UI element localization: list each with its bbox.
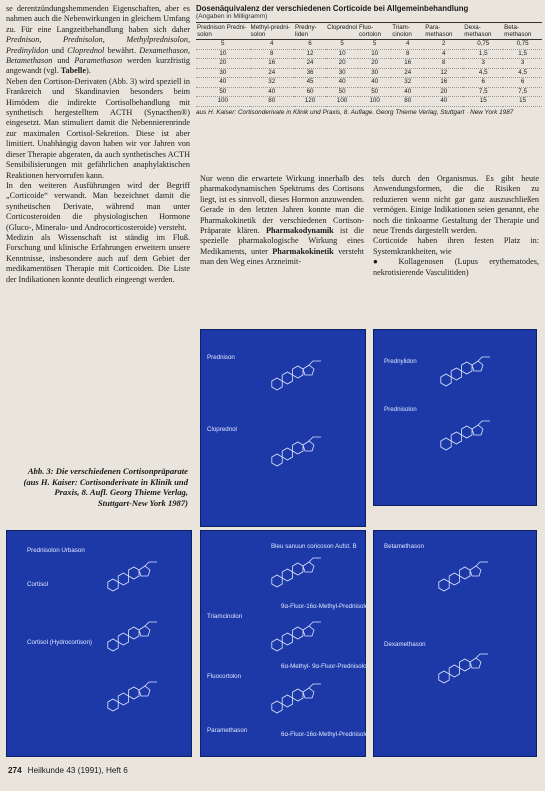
bullet-item: ● Kollagenosen (Lupus erythematodes, nekrotisierende Vasculitiden) — [373, 257, 539, 277]
structure-panel-a — [200, 329, 366, 527]
table-cell: 30 — [326, 68, 358, 78]
table-cell: 80 — [250, 97, 294, 107]
table-cell: 30 — [358, 68, 391, 78]
table-cell: 100 — [358, 97, 391, 107]
table-cell: 50 — [196, 87, 250, 97]
table-cell: 8 — [250, 49, 294, 59]
table-header-cell: Triam-cinolon — [391, 23, 424, 40]
table-cell: 36 — [294, 68, 326, 78]
table-row — [196, 68, 542, 78]
table-cell: 24 — [294, 59, 326, 69]
structure-label: Prednisolon — [384, 406, 417, 413]
structure-label: 6α-Fluor-16α-Methyl-Prednisolon — [281, 731, 372, 738]
table-cell: 10 — [196, 49, 250, 59]
table-cell: 15 — [463, 97, 503, 107]
table-cell: 15 — [503, 97, 542, 107]
table-header-cell: Cloprednol — [326, 23, 358, 40]
structure-label: Betamethason — [384, 543, 424, 550]
table-cell: 5 — [358, 40, 391, 50]
table-row — [196, 97, 542, 107]
table-header-cell: Fluo-cortolon — [358, 23, 391, 40]
steroid-structure-icon — [434, 561, 494, 597]
structure-label: Cloprednol — [207, 426, 237, 433]
steroid-structure-icon — [267, 436, 327, 472]
table-cell: 50 — [326, 87, 358, 97]
table-cell: 80 — [391, 97, 424, 107]
table-cell: 4 — [424, 49, 463, 59]
steroid-structure-icon — [103, 561, 163, 597]
table-cell: 16 — [391, 59, 424, 69]
table-cell: 24 — [391, 68, 424, 78]
left-text-column — [6, 4, 190, 285]
structure-label: Cortisol (Hydrocortison) — [27, 639, 92, 646]
table-cell: 7,5 — [503, 87, 542, 97]
table-header-cell: Para-methason — [424, 23, 463, 40]
table-grid — [196, 22, 542, 107]
steroid-structure-icon — [267, 621, 327, 657]
figure-caption: Abb. 3: Die verschiedenen Cortisonpräparate (aus H. Kaiser: Cortisonderivate in Klinik und Praxis, 8. Aufl. Georg Thieme Verlag, Stuttgart-New York 1987) — [23, 466, 188, 508]
table-reference: Tabelle — [60, 66, 86, 76]
table-cell: 8 — [424, 59, 463, 69]
table-cell: 3 — [463, 59, 503, 69]
table-cell: 6 — [294, 40, 326, 50]
paragraph-3: In den weiteren Ausführungen wird der Begriff „Corticoide“ verwandt. Man bezeichnet damit die synthetischen Derivate, während man unter Corticosteroiden die physiologischen Hormone (Gluco-, Mineralo- und Androcorticosteroide) versteht. — [6, 180, 190, 232]
bullet-icon: ● — [373, 257, 399, 267]
page-footer — [8, 766, 128, 775]
page-number: 274 — [8, 766, 22, 775]
table-cell: 4 — [250, 40, 294, 50]
table-cell: 12 — [294, 49, 326, 59]
paragraph-4: Medizin als Wissenschaft ist ständig im Fluß. Forschung und klinische Erfahrungen erweitern unsere Kenntnisse, insbesondere auch auf dem Gebiet der medikamentösen Therapie mit Corticoiden. Die Liste der Indikationen konnte deutlich eingeengt werden. — [6, 232, 190, 284]
table-cell: 40 — [424, 97, 463, 107]
table-cell: 45 — [294, 78, 326, 88]
table-header-cell: Predny-liden — [294, 23, 326, 40]
table-cell: 2 — [424, 40, 463, 50]
table-cell: 30 — [196, 68, 250, 78]
structure-label: Triamcinolon — [207, 613, 243, 620]
table-body — [196, 40, 542, 107]
table-cell: 6 — [463, 78, 503, 88]
table-cell: 10 — [358, 49, 391, 59]
table-cell: 40 — [250, 87, 294, 97]
table-cell: 4,5 — [503, 68, 542, 78]
table-cell: 32 — [250, 78, 294, 88]
table-title: Dosenäquivalenz der verschiedenen Corticoide bei Allgemeinbehandlung — [196, 4, 469, 13]
paragraph-1: se derentzündungshemmenden Eigenschaften, aber es nahmen auch die Nebenwirkungen in gleichem Umfang zu. Für eine Langzeitbehandlung haben sich daher Prednison, Prednisolon, Methylprednisolon, Predinylidon und Cloprednol bewährt. Dexamethason, Betamethason und Paramethason werden kurzfristig angewandt (vgl. Tabelle). — [6, 4, 191, 76]
steroid-structure-icon — [434, 653, 494, 689]
steroid-structure-icon — [267, 683, 327, 719]
table-header-cell: Prednison Predni-solon — [196, 23, 250, 40]
table-header-cell: Beta-methason — [503, 23, 542, 40]
table-cell: 1,5 — [503, 49, 542, 59]
table-cell: 50 — [358, 87, 391, 97]
steroid-structure-icon — [267, 360, 327, 396]
table-unit: (Angaben in Milligramm) — [196, 13, 268, 20]
table-cell: 40 — [196, 78, 250, 88]
steroid-structure-icon — [103, 681, 163, 717]
right-text-column: tels durch den Organismus. Es gibt heute Anwendungsformen, die die Risiken zu reduzieren wenn nicht gar ganz auszuschließen vermögen. Einige Indikationen seien genannt, ehe noch die tinkoarme Gestaltung der Therapie und neue Trends dargestellt werden. Corticoide haben ihren festen Platz in: Systemkrankheiten, wie ● Kollagenosen (Lupus erythematodes, nekrotisierende Vasculitiden) — [373, 174, 539, 277]
structure-panel-d — [200, 530, 372, 757]
steroid-structure-icon — [103, 621, 163, 657]
table-cell: 16 — [250, 59, 294, 69]
structure-panel-e — [373, 530, 537, 757]
table-cell: 20 — [424, 87, 463, 97]
table-cell: 8 — [391, 49, 424, 59]
table-row — [196, 59, 542, 69]
table-cell: 4 — [391, 40, 424, 50]
dose-equivalence-table — [196, 4, 542, 164]
table-header-row — [196, 23, 542, 40]
structure-panel-b — [373, 329, 537, 506]
table-header-cell: Methyl-predni-solon — [250, 23, 294, 40]
table-cell: 100 — [326, 97, 358, 107]
structure-panel-c — [6, 530, 192, 757]
table-cell: 1,5 — [463, 49, 503, 59]
table-cell: 24 — [250, 68, 294, 78]
table-cell: 20 — [358, 59, 391, 69]
structure-label: Bleu sanuun coricoson Aufst. B — [271, 543, 357, 550]
table-cell: 6 — [503, 78, 542, 88]
table-cell: 120 — [294, 97, 326, 107]
steroid-structure-icon — [436, 420, 496, 456]
structure-label: Dexamethason — [384, 641, 426, 648]
table-cell: 20 — [326, 59, 358, 69]
table-cell: 40 — [326, 78, 358, 88]
table-cell: 4,5 — [463, 68, 503, 78]
structure-label: 9α-Fluor-16α-Methyl-Prednisolon — [281, 603, 372, 610]
structure-label: Fluocortolon — [207, 673, 242, 680]
table-cell: 7,5 — [463, 87, 503, 97]
structure-label: 6α-Methyl- 9α-Fluor-Prednisolon — [281, 663, 370, 670]
table-cell: 12 — [424, 68, 463, 78]
steroid-structure-icon — [436, 356, 496, 392]
table-cell: 32 — [391, 78, 424, 88]
table-row — [196, 49, 542, 59]
table-cell: 40 — [358, 78, 391, 88]
table-cell: 5 — [326, 40, 358, 50]
structure-label: Prednisolon Urbason — [27, 547, 85, 554]
table-cell: 0,75 — [463, 40, 503, 50]
table-cell: 0,75 — [503, 40, 542, 50]
table-header-cell: Dexa-methason — [463, 23, 503, 40]
table-cell: 100 — [196, 97, 250, 107]
structure-label: Cortisol — [27, 581, 48, 588]
table-cell: 60 — [294, 87, 326, 97]
table-cell: 20 — [196, 59, 250, 69]
table-row — [196, 40, 542, 50]
structure-label: Prednison — [207, 354, 235, 361]
structure-label: Prednylidon — [384, 358, 417, 365]
middle-text-column: Nur wenn die erwartete Wirkung innerhalb des pharmakodynamischen Spektrums des Cortisons liegt, ist es sinnvoll, dieses Hormon anzuwenden. Gerade in den letzten Jahren konnte man die Pharmakokinetik der verschiedenen Cortison-Präparate klären. Pharmakodynamik ist die spezielle pharmakologische Wirkung eines Medikaments, unter Pharmakokinetik versteht man den Weg eines Arzneimit- — [200, 174, 364, 267]
table-cell: 5 — [196, 40, 250, 50]
table-cell: 40 — [391, 87, 424, 97]
table-cell: 16 — [424, 78, 463, 88]
steroid-structure-icon — [267, 557, 327, 593]
table-row — [196, 78, 542, 88]
structure-label: Paramethason — [207, 727, 248, 734]
table-caption: aus H. Kaiser: Cortisonderivate in Klinik und Praxis, 8. Auflage. Georg Thieme Verlag, Stuttgart · New York 1987 — [196, 108, 514, 116]
journal-reference: Heilkunde 43 (1991), Heft 6 — [27, 766, 128, 775]
paragraph-2: Neben den Cortison-Derivaten (Abb. 3) wird speziell in Frankreich und Skandinavien besonders beim Hirnödem die indirekte Cortisolbehandlung mit synthetisch hergestelltem ACTH (Synacthen®) eingesetzt. Man stimuliert damit die Nebennierenrinde zur maximalen Cortisol-Sekretion. Diese ist aber limitiert. Unabhängig davon haben wir vor Jahren von dieser Therapie abgeraten, da auch synthetisches ACTH Sensibilisierungen mit gefährlichen anaphylaktischen Reaktionen hervorrufen kann. — [6, 76, 190, 180]
table-cell: 3 — [503, 59, 542, 69]
table-row — [196, 87, 542, 97]
table-cell: 10 — [326, 49, 358, 59]
